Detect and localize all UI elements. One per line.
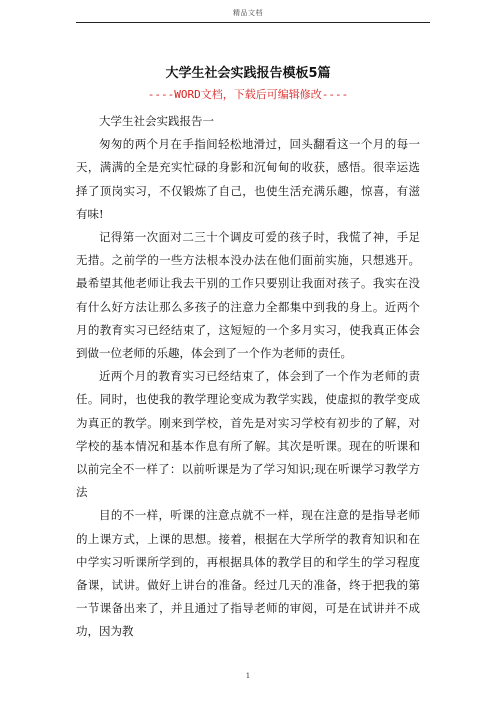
page-number: 1 <box>245 672 251 680</box>
document-subtitle: ----WORD文档，下载后可编辑修改---- <box>147 88 349 101</box>
body-paragraph: 目的不一样，听课的注意点就不一样，现在注意的是指导老师的上课方式，上课的思想。接着，根据在大学所学的教育知识和在中学实习听课所学到的，再根据具体的教学目的和学生的学习程度备课，试讲。做好上讲台的准备。经过几天的准备，终于把我的第一节课备出来了，并且通过了指导老师的审阅，可是在试讲并不成功，因为教 <box>76 508 420 639</box>
document-body <box>76 110 420 644</box>
body-paragraph: 匆匆的两个月在手指间轻松地滑过，回头翻看这一个月的每一天，满满的全是充实忙碌的身影和沉甸甸的收获，感悟。很幸运选择了顶岗实习，不仅锻炼了自己，也使生活充满乐趣，惊喜，有滋有味! <box>76 137 420 221</box>
header-divider <box>76 22 430 23</box>
page-header: 精品文档 <box>233 9 263 17</box>
section-heading: 大学生社会实践报告一 <box>99 114 214 128</box>
document-title: 大学生社会实践报告模板5篇 <box>165 66 331 81</box>
body-paragraph: 记得第一次面对二三十个调皮可爱的孩子时，我慌了神，手足无措。之前学的一些方法根本没办法在他们面前实施，只想逃开。最希望其他老师让我去干别的工作只要别让我面对孩子。我实在没有什么好方法让那么多孩子的注意力全都集中到我的身上。近两个月的教育实习已经结束了，这短短的一个多月实习，使我真正体会到做一位老师的乐趣，体会到了一个作为老师的责任。 <box>76 230 420 361</box>
body-paragraph: 近两个月的教育实习已经结束了，体会到了一个作为老师的责任。同时，也使我的教学理论变成为教学实践，使虚拟的教学变成为真正的教学。刚来到学校，首先是对实习学校有初步的了解，对学校的基本情况和基本作息有所了解。其次是听课。现在的听课和以前完全不一样了：以前听课是为了学习知识;现在听课学习教学方法 <box>76 369 420 500</box>
